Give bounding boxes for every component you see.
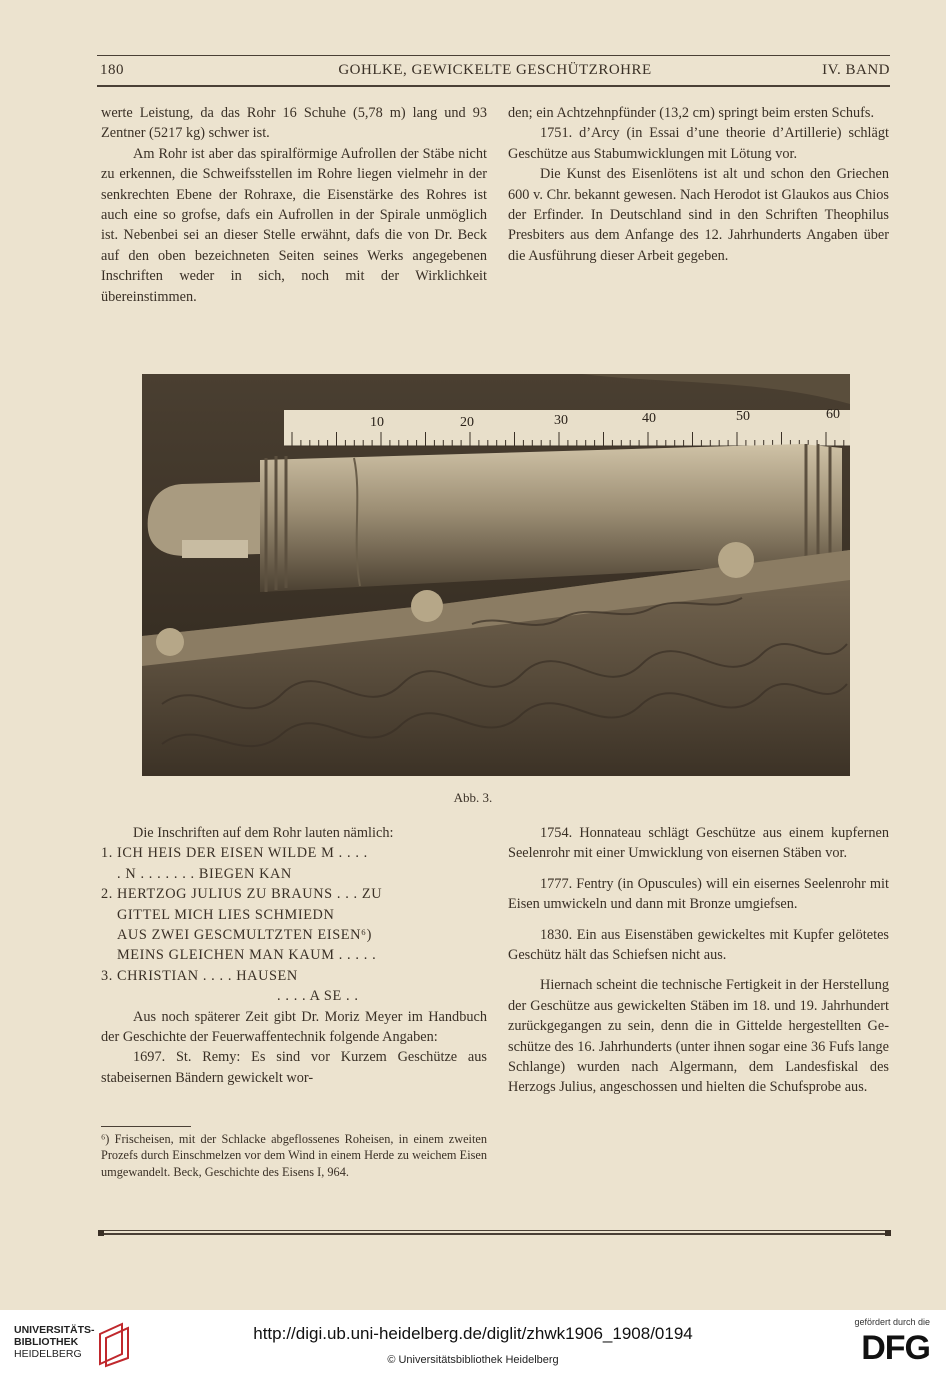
ruler-label: 40: [642, 411, 656, 426]
permalink-url[interactable]: http://digi.ub.uni-heidelberg.de/diglit/zhwk1906_1908/0194: [253, 1324, 693, 1343]
running-title: GOHLKE, GEWICKELTE GESCHÜTZROHRE: [338, 62, 652, 78]
column-top-left: [101, 103, 487, 307]
copyright-notice: © Universitätsbibliothek Heidelberg: [387, 1354, 559, 1366]
top-rule: [97, 55, 890, 56]
column-bottom-left: [101, 823, 487, 1088]
cannon-photograph: [142, 374, 850, 776]
ruler-label: 10: [370, 415, 384, 430]
footnote-rule: [101, 1126, 191, 1127]
ruler-label: 20: [460, 415, 474, 430]
paragraph: Hiernach scheint die technische Fertigkeit in der Herstellung der Geschütze aus gewickelten Stäben im 18. und 19. Jahrhundert zurückgegangen zu sein, denn die in Gittelde hergestellten Geschütze des 16. Jahrhunderts (unter ihnen sogar eine 36 Fufs lange Schlange) wurden nach Algermann, dem Landesfiskal des Herzogs Julius, angeschossen und hielten die Schufsprobe aus.: [508, 977, 889, 1096]
inscription-line: . N . . . . . . . BIEGEN KAN: [117, 865, 292, 882]
inscription-line: GITTEL MICH LIES SCHMIEDN: [117, 906, 335, 923]
rule-end-square: [885, 1230, 891, 1236]
header-rule: [97, 85, 890, 87]
funding-note: gefördert durch die: [854, 1317, 930, 1327]
inscription-line: . . . . A SE . .: [277, 988, 359, 1005]
paragraph: Die Kunst des Eisenlötens ist alt und schon den Griechen 600 v. Chr. bekannt gewesen. Nach Herodot ist Glaukos aus Chios der Erfinder. In Deutschland sind in den Schriften Theophilus Presbiters aus dem Anfange des 12. Jahrhunderts Angaben über die Ausführung dieser Arbeit gegeben.: [508, 166, 889, 264]
paragraph: den; ein Achtzehnpfünder (13,2 cm) springt beim ersten Schufs.: [508, 105, 875, 121]
figure-caption: Abb. 3.: [453, 790, 493, 805]
running-header: [100, 62, 890, 84]
page-number: 180: [100, 62, 124, 78]
inscription-line: 2. HERTZOG JULIUS ZU BRAUNS . . . ZU: [101, 886, 383, 903]
breech-knob: [182, 540, 248, 558]
library-name: UNIVERSITÄTS- BIBLIOTHEK HEIDELBERG: [14, 1324, 95, 1360]
ruler-label: 30: [554, 413, 568, 428]
footnote: ⁶) Frischeisen, mit der Schlacke abgeflossenes Roheisen, in einem zweiten Prozefs durch Einschmelzen vor dem Wind in einem Herde zu weichem Eisen umgewandelt. Beck, Geschichte des Eisens I, 964.: [101, 1132, 487, 1179]
paragraph: 1830. Ein aus Eisenstäben gewickeltes mit Kupfer gelötetes Geschütz hält das Schiefsen nicht aus.: [508, 926, 889, 964]
paragraph: Am Rohr ist aber das spiralförmige Aufrollen der Stäbe nicht zu erkennen, die Schweifsstellen im Rohre liegen vielmehr in der senkrechten Ebene der Rohraxe, die Eisenstärke des Rohres ist auch eine so grofse, dafs ein Aufrollen in der Spirale unmöglich ist. Nebenbei sei an dieser Stelle erwähnt, dafs die von Dr. Beck auf den oben bezeichneten Seiten seines Werks angegebenen Inschriften weder in sich, noch mit der Wirklichkeit übereinstimmen.: [101, 145, 487, 305]
paragraph: 1777. Fentry (in Opuscules) will ein eisernes Seelenrohr mit Eisen umwickeln und dann mit Bronze umgiefsen.: [508, 875, 889, 913]
inscription-line: 3. CHRISTIAN . . . . HAUSEN: [101, 967, 298, 984]
inscriptions-list: [101, 843, 487, 1006]
paragraph: werte Leistung, da das Rohr 16 Schuhe (5,78 m) lang und 93 Zentner (5217 kg) schwer ist.: [101, 105, 487, 142]
inscription-line: AUS ZWEI GESCMULTZTEN EISEN⁶): [117, 927, 372, 944]
ruler-label: 60: [826, 407, 840, 422]
inscription-line: MEINS GLEICHEN MAN KAUM . . . . .: [117, 947, 377, 964]
column-bottom-right: [508, 823, 889, 1098]
cannon-illustration: [142, 374, 850, 776]
digitization-footer: [0, 1310, 946, 1378]
volume-label: IV. BAND: [822, 62, 890, 78]
bottom-rule: [98, 1230, 891, 1237]
paragraph: 1697. St. Remy: Es sind vor Kurzem Geschütze aus stabeisernen Bändern gewickelt wor-: [101, 1049, 487, 1086]
inscription-line: 1. ICH HEIS DER EISEN WILDE M . . . .: [101, 845, 368, 862]
dfg-logo: DFG: [861, 1329, 930, 1367]
paragraph: Die Inschriften auf dem Rohr lauten nämlich:: [133, 825, 394, 841]
paragraph: 1754. Honnateau schlägt Geschütze aus einem kupfernen Seelenrohr mit einer Umwicklung von eisernen Stäben vor.: [508, 825, 889, 862]
paragraph: 1751. d’Arcy (in Essai d’une theorie d’Artillerie) schlägt Geschütze aus Stabumwicklungen mit Lötung vor.: [508, 125, 889, 162]
column-top-right: [508, 103, 889, 266]
paragraph: Aus noch späterer Zeit gibt Dr. Moriz Meyer im Handbuch der Geschichte der Feuerwaffentechnik folgende Angaben:: [101, 1008, 487, 1046]
ruler-label: 50: [736, 409, 750, 424]
